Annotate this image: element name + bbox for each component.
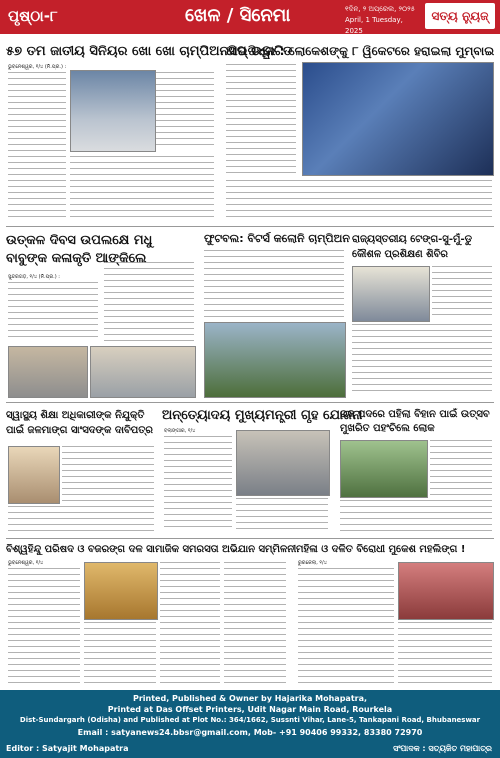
section-title: ଖେଳ / ସିନେମା — [185, 5, 291, 26]
article-text-khokho-col1 — [8, 72, 66, 222]
headline-ipl: ଆଇପିଏଲ : ଲୋକେଶଙ୍କୁ ୮ ୱିକେଟରେ ହରାଇଲା ମୁମ୍ବାଇ — [226, 44, 495, 58]
photo-utkal-2 — [90, 346, 196, 398]
photo-ipl-batsman — [302, 62, 494, 176]
headline-training-camp: ରାଜ୍ୟସ୍ତରୀୟ ଟେଙ୍ଗ-ସୁ-ମୁଁ-ଡୁ କୌଶଳ ପ୍ରଶିକ୍ଷଣ ଶିବିର — [352, 234, 473, 260]
article-text-training-col2 — [432, 266, 492, 320]
divider — [6, 226, 494, 227]
photo-utkal-1 — [8, 346, 88, 398]
article-text-mahalinga-col2 — [398, 622, 492, 684]
photo-vhp — [84, 562, 158, 620]
article-text-vhp-col3 — [160, 562, 220, 684]
imprint-line-3: Dist-Sundargarh (Odisha) and Published at Plot No.: 364/1662, Sussnti Vihar, Lane-5, Tankapani Road, Bhubaneswar — [19, 716, 481, 724]
article-text-ipl-col1 — [226, 64, 296, 176]
photo-mahalinga — [398, 562, 494, 620]
dateline-1: ଭୁବନେଶ୍ୱର, ୧/୪ (ନି.ପ୍ର.) : — [8, 64, 67, 70]
headline-utkal-divas: ଉତ୍କଳ ଦିବସ ଉପଲକ୍ଷେ ମଧୁ ବାବୁଙ୍କ କଳାକୃତି ଆଙ୍କିଲେ — [6, 233, 153, 266]
article-text-utkal-col1 — [8, 282, 98, 342]
article-text-training — [352, 324, 492, 396]
article-text-khokho-col2 — [156, 72, 214, 150]
article-text-mp-col2 — [8, 506, 154, 532]
dateline-5: ରୁରକେଲା, ୧/୪ — [298, 560, 327, 566]
date-odia: ୧ଦିନ, ୨ ଅପ୍ରେଲ, ୨୦୨୫ — [345, 5, 415, 13]
date-block — [345, 4, 421, 37]
article-text-vhp-col2 — [84, 622, 156, 684]
photo-mp-meeting — [8, 446, 60, 504]
article-text-mp-col1 — [62, 446, 154, 502]
headline-mp-demand: ସ୍ୱାସ୍ଥ୍ୟ ଶିକ୍ଷା ଅଧିକାରୀଙ୍କ ନିଯୁକ୍ତି ପାଇଁ ଜଳମାଙ୍ଗ ସାଂସଦଙ୍କ ଦାବିପତ୍ର — [6, 410, 153, 436]
article-text-housing-col2 — [236, 498, 328, 532]
headline-football: ଫୁଟବଲ: ବିଟର୍ସ କଲୋନି ଚାମ୍ପିଅନ — [204, 232, 350, 245]
headline-housing-scheme: ଅନ୍ତ୍ୟୋଦୟ ମୁଖ୍ୟମନ୍ତ୍ରୀ ଗୃହ ଯୋଜନା — [162, 408, 363, 423]
article-text-festival-col1 — [430, 440, 492, 496]
imprint-line-1: Printed, Published & Owner by Hajarika Mohapatra, — [132, 694, 368, 703]
photo-housing — [236, 430, 330, 496]
headline-khokho: ୫୭ ତମ ଜାତୀୟ ସିନିୟର ଖୋ ଖୋ ଚାମ୍ପିଅନସିପ୍ ଉଦ୍ଘାଟିତ — [6, 44, 293, 59]
masthead — [0, 0, 500, 34]
headline-festival: ରଜ ପଦରେ ପହିଲା ବିହାନ ପାଇଁ ଉତ୍ସବ ମୁଖରିତ ପହଂଚିଲେ ଲୋକ — [340, 409, 490, 434]
date-english: April, 1 Tuesday, 2025 — [345, 16, 403, 35]
photo-training — [352, 266, 430, 322]
divider — [6, 538, 494, 539]
article-text-football — [204, 250, 344, 318]
article-text-vhp-col4 — [224, 562, 286, 684]
imprint-line-4: Email : satyanews24.bbsr@gmail.com, Mob- +91 90406 99332, 83380 72970 — [77, 728, 423, 737]
page-number: ପୃଷ୍ଠା-୮ — [8, 7, 58, 25]
imprint-line-2: Printed at Das Offset Printers, Udit Nagar Main Road, Rourkela — [107, 705, 393, 714]
dateline-4: ଭୁବନେଶ୍ୱର, ୧/୪ — [8, 560, 44, 566]
photo-khokho-ceremony — [70, 70, 156, 152]
article-text-festival-col2 — [340, 500, 492, 532]
article-text-vhp-col1 — [8, 568, 80, 684]
article-text-mahalinga-col1 — [298, 568, 394, 684]
article-text-khokho-bottom — [70, 156, 214, 222]
dateline-2: ସୁନ୍ଦରଗଡ଼, ୧/୪ (ନି.ପ୍ର.) : — [8, 274, 60, 280]
dateline-3: ବଲାଙ୍ଗୀର, ୧/୪ — [164, 428, 196, 434]
photo-festival — [340, 440, 428, 498]
photo-football-team — [204, 322, 346, 398]
article-text-housing-col1 — [164, 436, 232, 532]
brand-logo: ସତ୍ୟ ନ୍ୟୁଜ୍ — [425, 3, 495, 29]
headline-mahalinga: ମହିଳା ଓ ଦଳିତ ବିରୋଧୀ ମୁକେଶ ମହଲିଙ୍ଗ ! — [296, 544, 466, 555]
divider — [6, 402, 494, 403]
article-text-utkal-col2 — [104, 262, 194, 342]
headline-vhp-sammilani: ବିଶ୍ୱହିନ୍ଦୁ ପରିଷଦ ଓ ବଜରଙ୍ଗ ଦଳ ସାମାଜିକ ସମରସତା ଅଭିଯାନ ସମ୍ମିଳନୀ — [6, 544, 297, 555]
article-text-ipl-bottom — [226, 180, 492, 220]
editor-odia: ସଂପାଦକ : ସତ୍ୟଜିତ ମହାପାତ୍ର — [393, 744, 492, 753]
editor-english: Editor : Satyajit Mohapatra — [6, 744, 129, 753]
